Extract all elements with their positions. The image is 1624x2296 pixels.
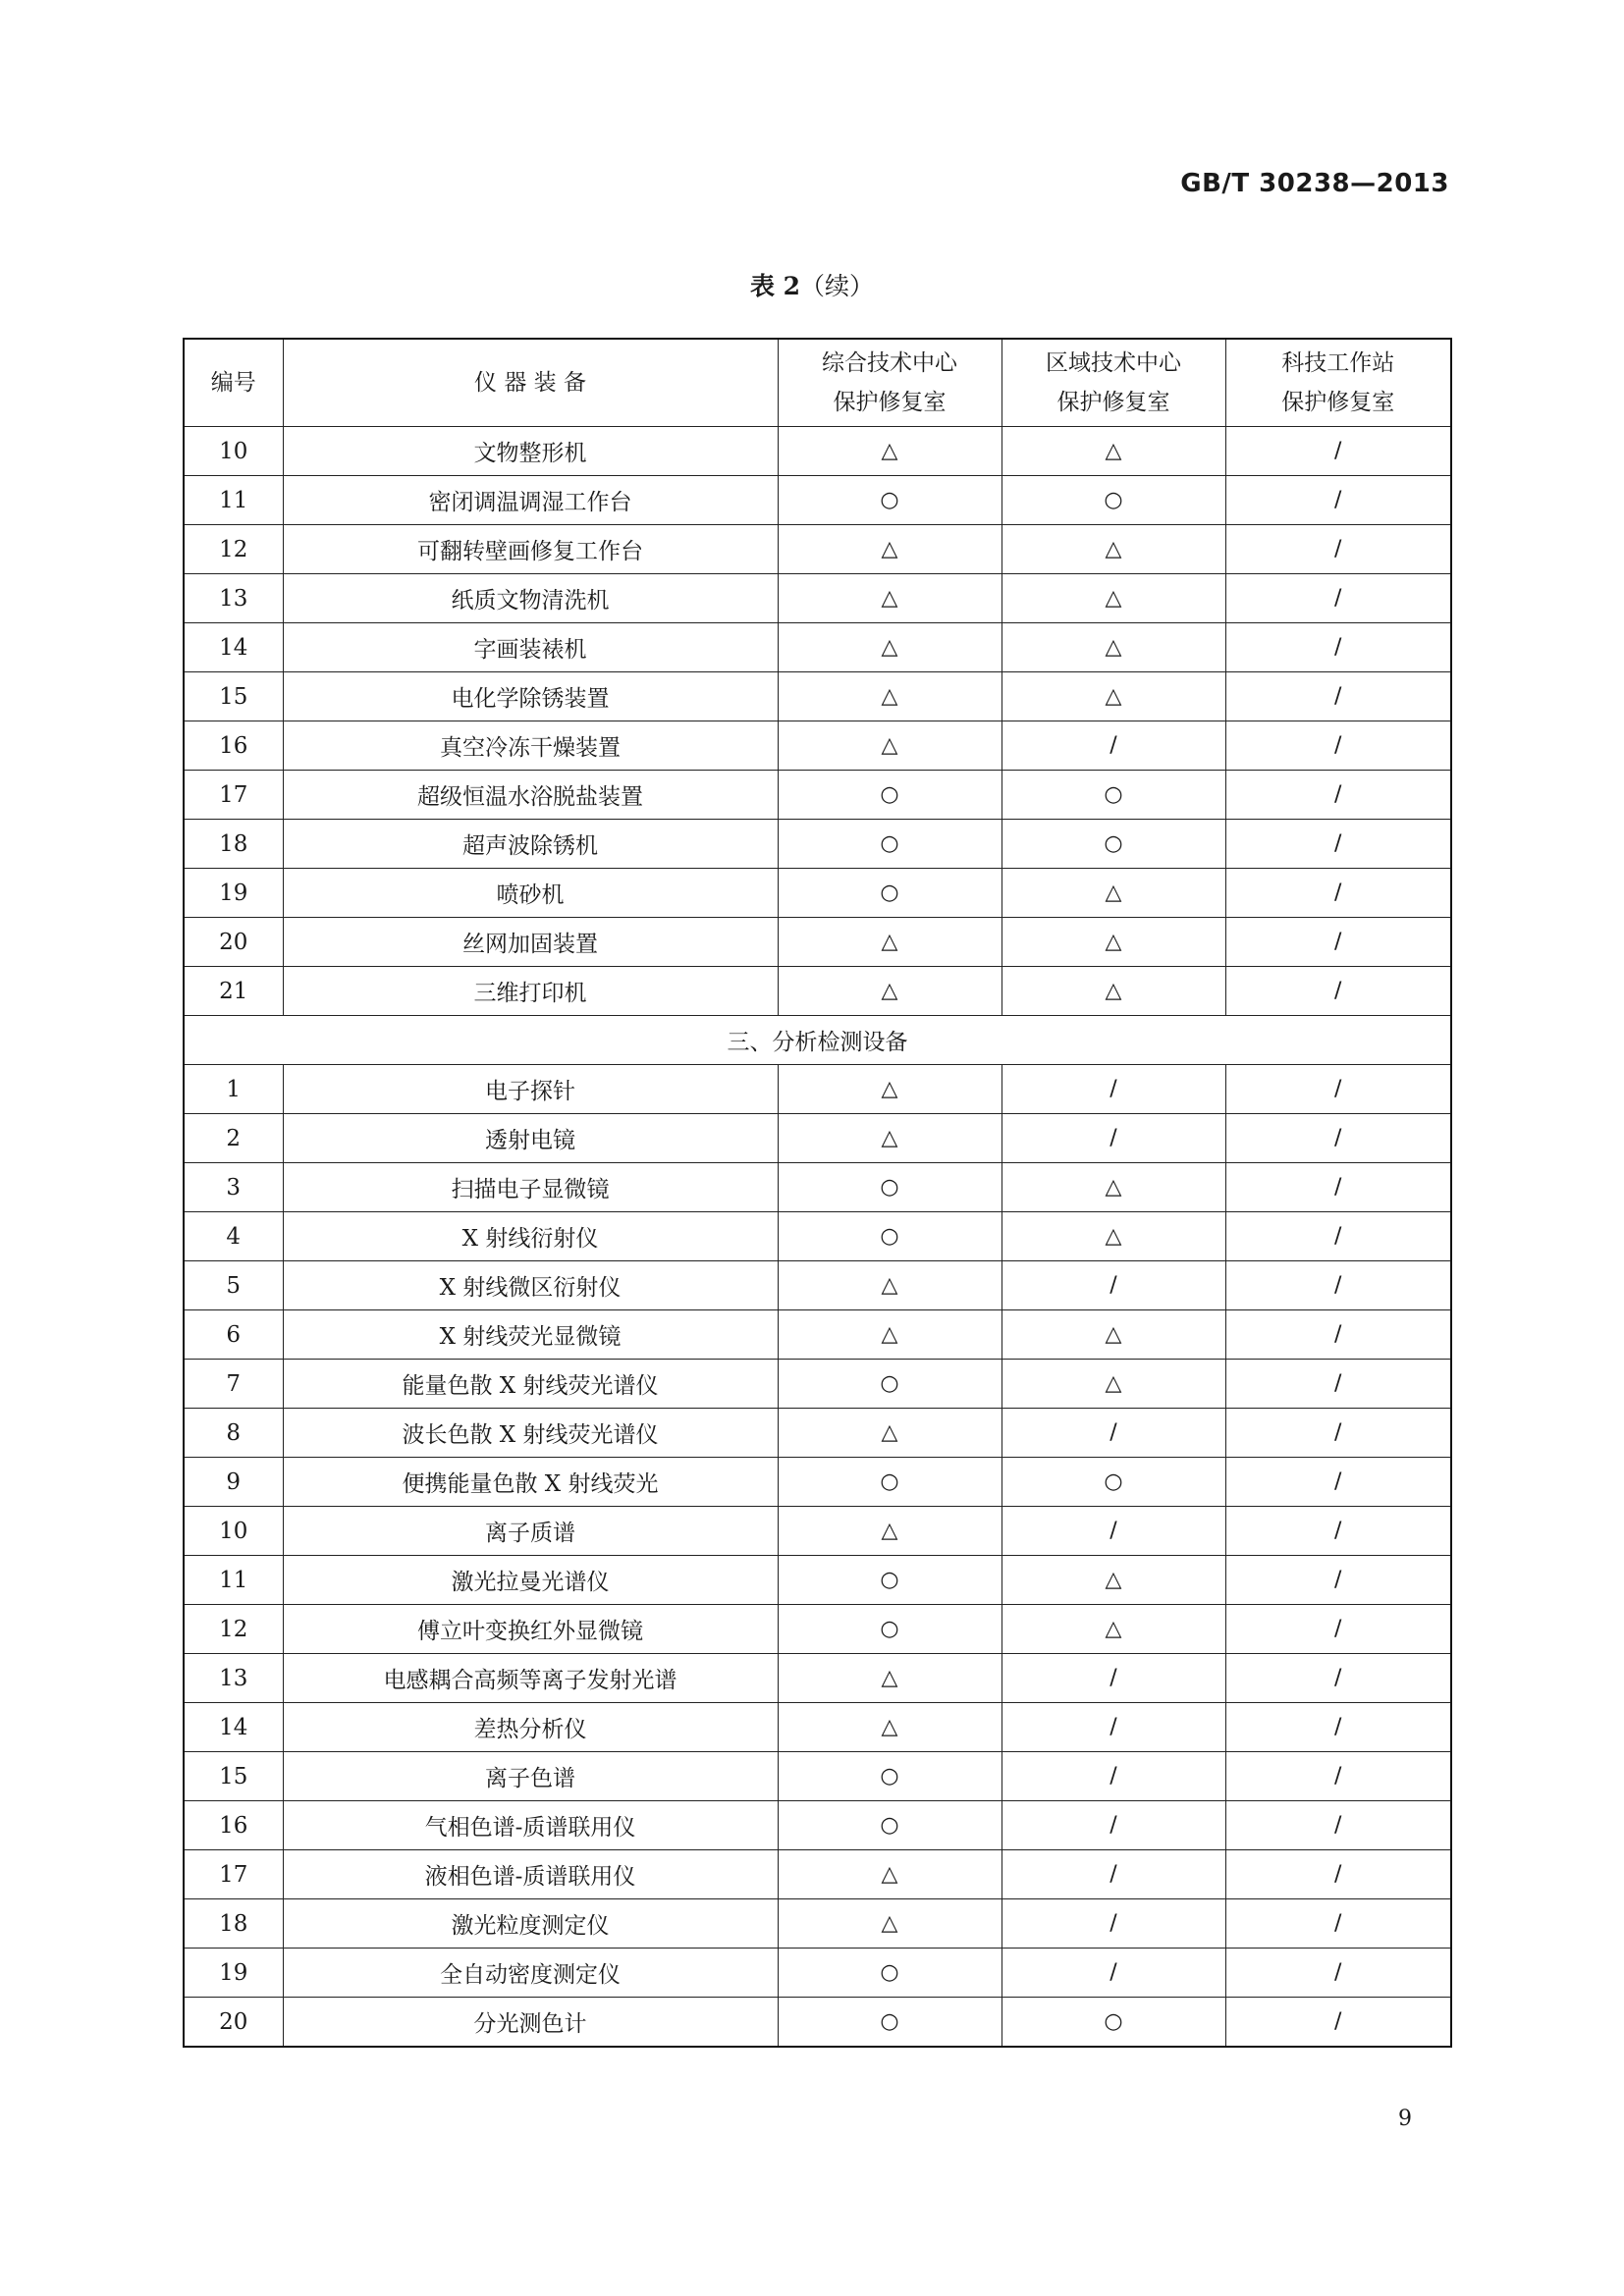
mark-workstation: / [1225, 1212, 1451, 1261]
mark-comprehensive: ○ [778, 820, 1001, 869]
mark-regional: / [1001, 1703, 1225, 1752]
mark-regional: △ [1001, 623, 1225, 672]
table-body-restoration [184, 427, 1451, 1016]
mark-workstation: / [1225, 1409, 1451, 1458]
row-number: 12 [184, 1605, 283, 1654]
mark-workstation: / [1225, 1114, 1451, 1163]
table-row [184, 1163, 1451, 1212]
mark-comprehensive: △ [778, 623, 1001, 672]
table-row [184, 1065, 1451, 1114]
mark-workstation: / [1225, 1458, 1451, 1507]
table-row [184, 1998, 1451, 2048]
row-number: 19 [184, 869, 283, 918]
table-row [184, 1654, 1451, 1703]
table-row [184, 525, 1451, 574]
mark-regional: / [1001, 1949, 1225, 1998]
table-row [184, 1949, 1451, 1998]
mark-workstation: / [1225, 574, 1451, 623]
table-row [184, 1114, 1451, 1163]
table-row [184, 1801, 1451, 1850]
table-caption-main: 表 2 [749, 272, 801, 300]
mark-workstation: / [1225, 771, 1451, 820]
mark-comprehensive: ○ [778, 1458, 1001, 1507]
mark-comprehensive: △ [778, 1654, 1001, 1703]
mark-workstation: / [1225, 1065, 1451, 1114]
equipment-name: 波长色散 X 射线荧光谱仪 [283, 1409, 778, 1458]
mark-comprehensive: ○ [778, 869, 1001, 918]
mark-workstation: / [1225, 1998, 1451, 2048]
mark-comprehensive: △ [778, 1409, 1001, 1458]
table-caption [0, 267, 1624, 302]
mark-workstation: / [1225, 1801, 1451, 1850]
equipment-name: 真空冷冻干燥装置 [283, 721, 778, 771]
mark-regional: / [1001, 1114, 1225, 1163]
equipment-name: 激光粒度测定仪 [283, 1899, 778, 1949]
mark-comprehensive: △ [778, 672, 1001, 721]
equipment-name: 便携能量色散 X 射线荧光 [283, 1458, 778, 1507]
table-row [184, 1703, 1451, 1752]
equipment-name: 离子质谱 [283, 1507, 778, 1556]
equipment-name: 气相色谱-质谱联用仪 [283, 1801, 778, 1850]
mark-regional: △ [1001, 1556, 1225, 1605]
mark-comprehensive: △ [778, 1850, 1001, 1899]
row-number: 8 [184, 1409, 283, 1458]
row-number: 9 [184, 1458, 283, 1507]
mark-comprehensive: ○ [778, 1801, 1001, 1850]
mark-regional: △ [1001, 1605, 1225, 1654]
equipment-name: 电子探针 [283, 1065, 778, 1114]
mark-regional: △ [1001, 967, 1225, 1016]
table-row [184, 918, 1451, 967]
mark-comprehensive: ○ [778, 476, 1001, 525]
mark-comprehensive: ○ [778, 1998, 1001, 2048]
mark-workstation: / [1225, 1556, 1451, 1605]
mark-comprehensive: ○ [778, 1949, 1001, 1998]
mark-workstation: / [1225, 820, 1451, 869]
mark-workstation: / [1225, 1850, 1451, 1899]
equipment-name: 超级恒温水浴脱盐装置 [283, 771, 778, 820]
mark-comprehensive: △ [778, 1310, 1001, 1360]
row-number: 2 [184, 1114, 283, 1163]
equipment-name: 能量色散 X 射线荧光谱仪 [283, 1360, 778, 1409]
mark-regional: ○ [1001, 771, 1225, 820]
row-number: 17 [184, 771, 283, 820]
header-c3-line1: 综合技术中心 [822, 350, 957, 376]
row-number: 18 [184, 820, 283, 869]
table-row [184, 1507, 1451, 1556]
equipment-table [183, 338, 1452, 2048]
table-row [184, 1212, 1451, 1261]
table-row [184, 771, 1451, 820]
row-number: 10 [184, 1507, 283, 1556]
section-title: 三、分析检测设备 [184, 1016, 1451, 1065]
equipment-name: 液相色谱-质谱联用仪 [283, 1850, 778, 1899]
row-number: 16 [184, 1801, 283, 1850]
mark-workstation: / [1225, 1654, 1451, 1703]
mark-workstation: / [1225, 672, 1451, 721]
header-c3-line2: 保护修复室 [833, 390, 947, 415]
row-number: 5 [184, 1261, 283, 1310]
row-number: 15 [184, 672, 283, 721]
equipment-name: 字画装裱机 [283, 623, 778, 672]
header-comprehensive-center [778, 339, 1001, 427]
row-number: 7 [184, 1360, 283, 1409]
row-number: 14 [184, 1703, 283, 1752]
table-row [184, 1752, 1451, 1801]
mark-regional: △ [1001, 525, 1225, 574]
mark-regional: △ [1001, 1310, 1225, 1360]
row-number: 3 [184, 1163, 283, 1212]
mark-workstation: / [1225, 1605, 1451, 1654]
section-row [184, 1016, 1451, 1065]
table-row [184, 1850, 1451, 1899]
table-header [184, 339, 1451, 427]
equipment-name: 扫描电子显微镜 [283, 1163, 778, 1212]
mark-regional: △ [1001, 918, 1225, 967]
row-number: 4 [184, 1212, 283, 1261]
equipment-name: 激光拉曼光谱仪 [283, 1556, 778, 1605]
table-row [184, 869, 1451, 918]
equipment-name: 可翻转壁画修复工作台 [283, 525, 778, 574]
table-caption-suffix: （续） [800, 272, 875, 300]
table-row [184, 476, 1451, 525]
mark-comprehensive: △ [778, 1899, 1001, 1949]
table-row [184, 672, 1451, 721]
header-c4-line1: 区域技术中心 [1046, 350, 1181, 376]
mark-regional: / [1001, 1261, 1225, 1310]
table-row [184, 1310, 1451, 1360]
table-row [184, 1458, 1451, 1507]
mark-regional: △ [1001, 427, 1225, 476]
standard-number: GB/T 30238—2013 [1180, 169, 1449, 198]
table-row [184, 427, 1451, 476]
equipment-name: 傅立叶变换红外显微镜 [283, 1605, 778, 1654]
row-number: 11 [184, 1556, 283, 1605]
row-number: 1 [184, 1065, 283, 1114]
mark-comprehensive: △ [778, 1065, 1001, 1114]
mark-workstation: / [1225, 623, 1451, 672]
mark-comprehensive: △ [778, 721, 1001, 771]
mark-comprehensive: ○ [778, 1556, 1001, 1605]
row-number: 17 [184, 1850, 283, 1899]
mark-workstation: / [1225, 967, 1451, 1016]
mark-comprehensive: ○ [778, 1163, 1001, 1212]
mark-comprehensive: △ [778, 1703, 1001, 1752]
row-number: 10 [184, 427, 283, 476]
mark-comprehensive: △ [778, 525, 1001, 574]
equipment-name: 电感耦合高频等离子发射光谱 [283, 1654, 778, 1703]
header-c5-line2: 保护修复室 [1281, 390, 1395, 415]
equipment-name: 喷砂机 [283, 869, 778, 918]
equipment-name: 丝网加固装置 [283, 918, 778, 967]
mark-regional: △ [1001, 869, 1225, 918]
row-number: 13 [184, 574, 283, 623]
mark-regional: △ [1001, 1360, 1225, 1409]
mark-comprehensive: ○ [778, 1360, 1001, 1409]
mark-regional: △ [1001, 1212, 1225, 1261]
row-number: 21 [184, 967, 283, 1016]
mark-regional: / [1001, 721, 1225, 771]
mark-workstation: / [1225, 427, 1451, 476]
row-number: 20 [184, 1998, 283, 2048]
row-number: 18 [184, 1899, 283, 1949]
table-row [184, 1261, 1451, 1310]
page-number: 9 [1398, 2107, 1412, 2131]
mark-regional: / [1001, 1899, 1225, 1949]
equipment-name: 分光测色计 [283, 1998, 778, 2048]
row-number: 16 [184, 721, 283, 771]
mark-workstation: / [1225, 1360, 1451, 1409]
mark-regional: ○ [1001, 820, 1225, 869]
mark-workstation: / [1225, 1310, 1451, 1360]
table-row [184, 1556, 1451, 1605]
table-row [184, 623, 1451, 672]
mark-workstation: / [1225, 525, 1451, 574]
equipment-name: 差热分析仪 [283, 1703, 778, 1752]
row-number: 13 [184, 1654, 283, 1703]
mark-workstation: / [1225, 1507, 1451, 1556]
mark-comprehensive: △ [778, 918, 1001, 967]
row-number: 19 [184, 1949, 283, 1998]
mark-workstation: / [1225, 918, 1451, 967]
equipment-name: 文物整形机 [283, 427, 778, 476]
mark-workstation: / [1225, 1949, 1451, 1998]
mark-workstation: / [1225, 476, 1451, 525]
mark-comprehensive: △ [778, 427, 1001, 476]
header-no: 编号 [184, 339, 283, 427]
table-row [184, 1409, 1451, 1458]
mark-workstation: / [1225, 1163, 1451, 1212]
table-row [184, 574, 1451, 623]
mark-regional: ○ [1001, 476, 1225, 525]
mark-workstation: / [1225, 1752, 1451, 1801]
mark-regional: / [1001, 1507, 1225, 1556]
mark-workstation: / [1225, 721, 1451, 771]
mark-workstation: / [1225, 1261, 1451, 1310]
equipment-name: 电化学除锈装置 [283, 672, 778, 721]
mark-comprehensive: △ [778, 1507, 1001, 1556]
mark-regional: △ [1001, 672, 1225, 721]
equipment-name: X 射线荧光显微镜 [283, 1310, 778, 1360]
mark-regional: ○ [1001, 1998, 1225, 2048]
table-row [184, 1899, 1451, 1949]
equipment-name: X 射线微区衍射仪 [283, 1261, 778, 1310]
table-row [184, 1360, 1451, 1409]
mark-regional: / [1001, 1409, 1225, 1458]
mark-comprehensive: △ [778, 574, 1001, 623]
mark-workstation: / [1225, 1899, 1451, 1949]
header-equipment: 仪 器 装 备 [283, 339, 778, 427]
row-number: 15 [184, 1752, 283, 1801]
equipment-name: 离子色谱 [283, 1752, 778, 1801]
mark-regional: △ [1001, 1163, 1225, 1212]
header-regional-center [1001, 339, 1225, 427]
mark-comprehensive: ○ [778, 1212, 1001, 1261]
equipment-name: 全自动密度测定仪 [283, 1949, 778, 1998]
mark-comprehensive: ○ [778, 1605, 1001, 1654]
row-number: 11 [184, 476, 283, 525]
table-body-analysis [184, 1065, 1451, 2048]
row-number: 20 [184, 918, 283, 967]
header-c5-line1: 科技工作站 [1281, 350, 1395, 376]
equipment-name: 密闭调温调湿工作台 [283, 476, 778, 525]
row-number: 6 [184, 1310, 283, 1360]
mark-comprehensive: △ [778, 1114, 1001, 1163]
mark-comprehensive: △ [778, 967, 1001, 1016]
mark-regional: / [1001, 1801, 1225, 1850]
mark-regional: / [1001, 1850, 1225, 1899]
mark-regional: / [1001, 1752, 1225, 1801]
equipment-name: X 射线衍射仪 [283, 1212, 778, 1261]
header-c4-line2: 保护修复室 [1056, 390, 1170, 415]
table-row [184, 721, 1451, 771]
mark-comprehensive: ○ [778, 1752, 1001, 1801]
mark-comprehensive: △ [778, 1261, 1001, 1310]
mark-workstation: / [1225, 869, 1451, 918]
header-row [184, 339, 1451, 427]
mark-regional: / [1001, 1654, 1225, 1703]
mark-regional: △ [1001, 574, 1225, 623]
header-workstation [1225, 339, 1451, 427]
mark-comprehensive: ○ [778, 771, 1001, 820]
mark-regional: / [1001, 1065, 1225, 1114]
table-row [184, 820, 1451, 869]
row-number: 14 [184, 623, 283, 672]
equipment-name: 三维打印机 [283, 967, 778, 1016]
mark-workstation: / [1225, 1703, 1451, 1752]
row-number: 12 [184, 525, 283, 574]
equipment-name: 纸质文物清洗机 [283, 574, 778, 623]
mark-regional: ○ [1001, 1458, 1225, 1507]
equipment-name: 超声波除锈机 [283, 820, 778, 869]
table-row [184, 967, 1451, 1016]
equipment-name: 透射电镜 [283, 1114, 778, 1163]
table-section [184, 1016, 1451, 1065]
table-row [184, 1605, 1451, 1654]
